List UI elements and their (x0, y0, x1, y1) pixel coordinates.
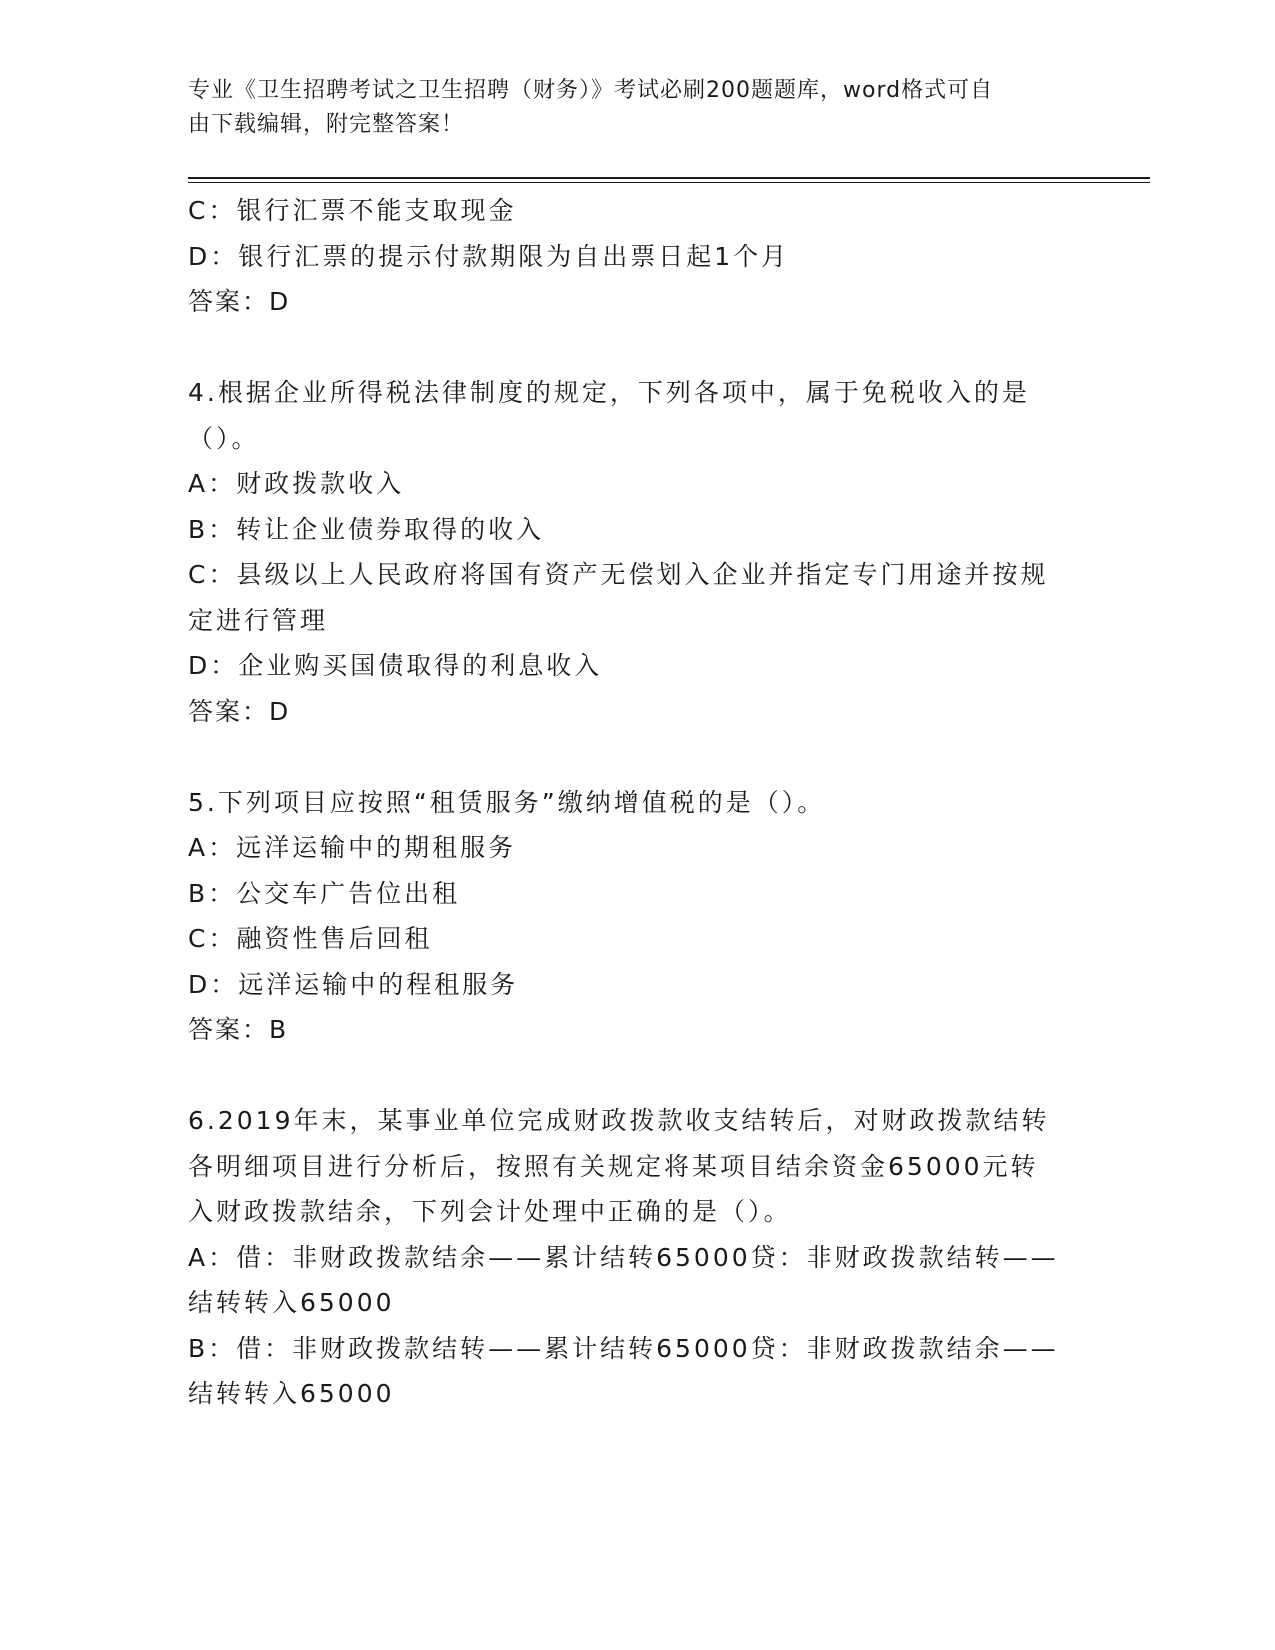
question-4 (188, 370, 1088, 734)
q6-option-b-line-2: 结转转入65000 (188, 1379, 395, 1408)
q5-option-b: B：公交车广告位出租 (188, 878, 461, 908)
q4-answer: 答案：D (188, 696, 291, 726)
header-divider-thin (188, 182, 1150, 183)
q6-stem-line-1: 6.2019年末，某事业单位完成财政拨款收支结转后，对财政拨款结转 (188, 1106, 1050, 1135)
q5-option-a: A：远洋运输中的期租服务 (188, 833, 517, 862)
q3-option-c: C：银行汇票不能支取现金 (188, 196, 517, 225)
q6-option-a-line-1: A：借：非财政拨款结余——累计结转65000贷：非财政拨款结转—— (188, 1242, 1059, 1272)
q5-answer: 答案：B (188, 1015, 289, 1044)
q3-answer: 答案：D (188, 287, 291, 316)
q4-stem-line-2: （）。 (188, 423, 260, 453)
q4-option-b: B：转让企业债券取得的收入 (188, 514, 545, 544)
document-body (188, 188, 1088, 1417)
question-3 (188, 188, 1088, 325)
question-5 (188, 780, 1088, 1053)
header-line-2: 由下载编辑，附完整答案！ (188, 112, 465, 137)
q6-option-b-line-1: B：借：非财政拨款结转——累计结转65000贷：非财政拨款结余—— (188, 1333, 1059, 1363)
q4-option-c-line-1: C：县级以上人民政府将国有资产无偿划入企业并指定专门用途并按规 (188, 560, 1049, 589)
q6-option-a-line-2: 结转转入65000 (188, 1288, 395, 1317)
q4-option-d: D：企业购买国债取得的利息收入 (188, 651, 603, 680)
q6-stem-line-2: 各明细项目进行分析后，按照有关规定将某项目结余资金65000元转 (188, 1151, 1039, 1181)
q3-option-d: D：银行汇票的提示付款期限为自出票日起1个月 (188, 241, 790, 271)
q5-stem: 5.下列项目应按照“租赁服务”缴纳增值税的是（）。 (188, 787, 826, 817)
q5-option-c: C：融资性售后回租 (188, 924, 433, 953)
q4-stem-line-1: 4.根据企业所得税法律制度的规定，下列各项中，属于免税收入的是 (188, 378, 1030, 407)
question-6 (188, 1098, 1088, 1417)
q6-stem-line-3: 入财政拨款结余，下列会计处理中正确的是（）。 (188, 1197, 792, 1226)
header-divider (188, 177, 1150, 179)
document-header (188, 74, 1088, 142)
header-line-1: 专业《卫生招聘考试之卫生招聘（财务）》考试必刷200题题库，word格式可自 (188, 78, 994, 103)
q5-option-d: D：远洋运输中的程租服务 (188, 969, 519, 999)
q4-option-c-line-2: 定进行管理 (188, 605, 329, 635)
q4-option-a: A：财政拨款收入 (188, 469, 405, 498)
